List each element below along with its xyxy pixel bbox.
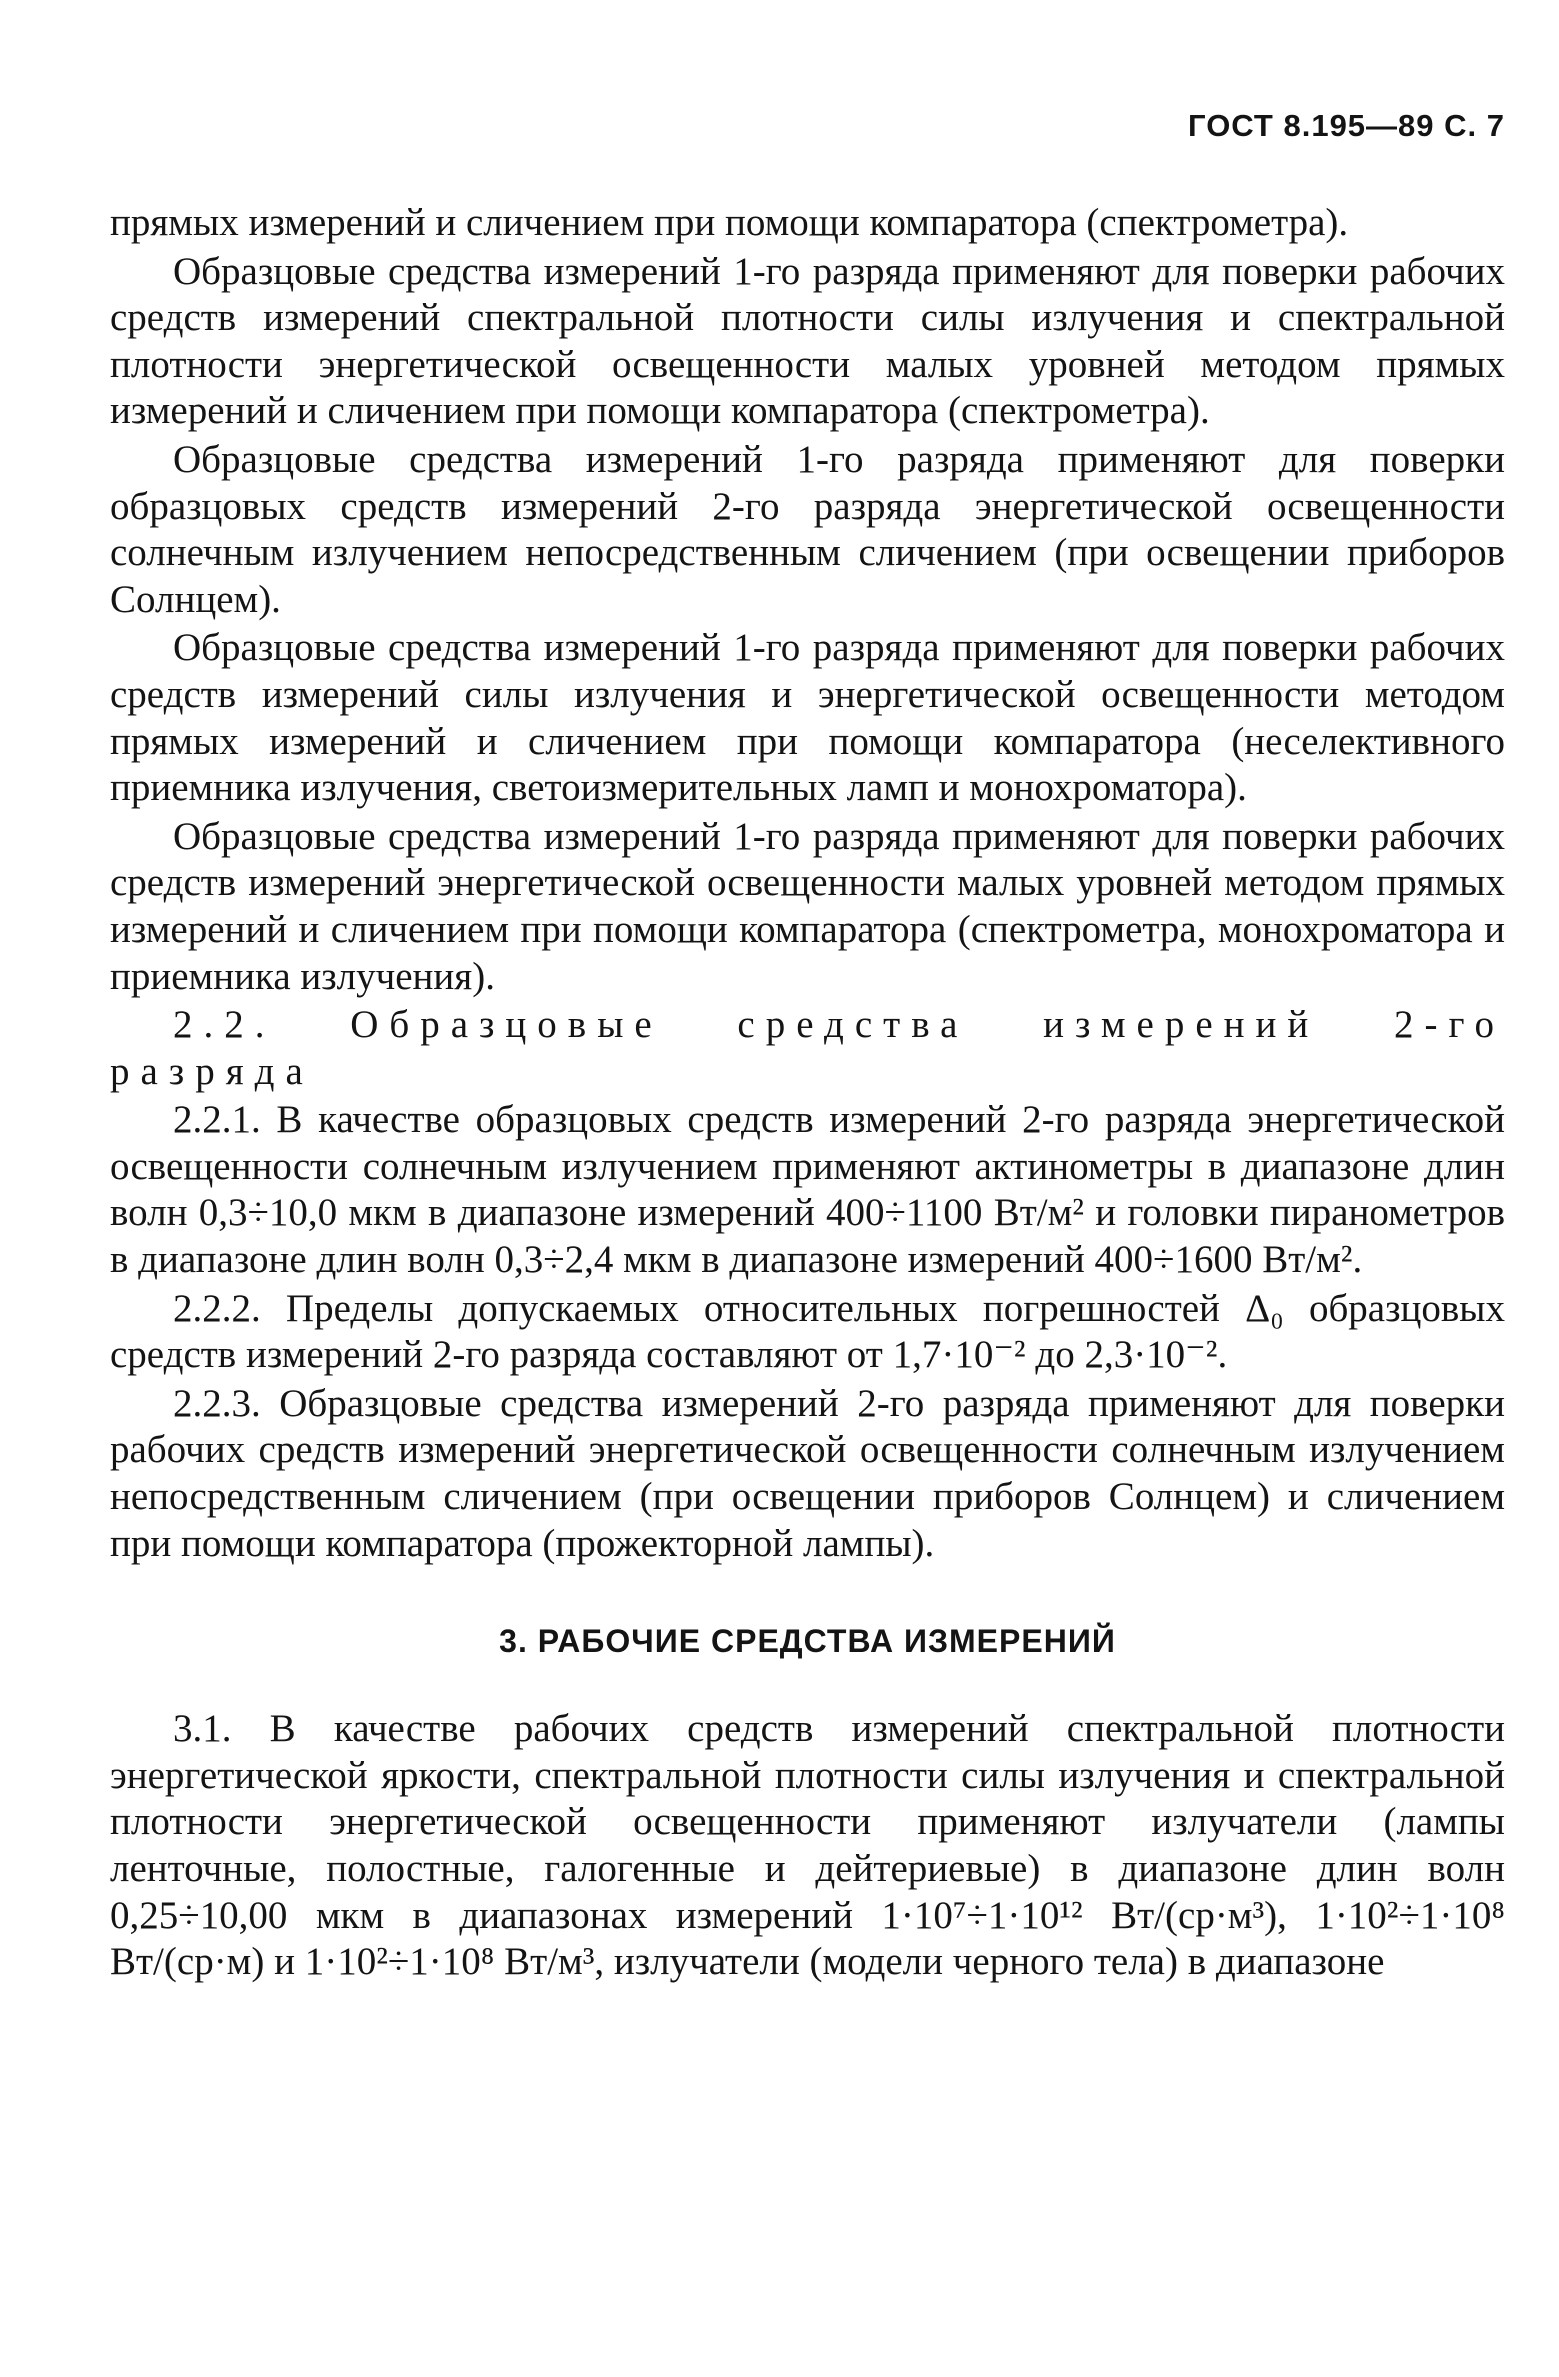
document-body (110, 200, 1505, 1986)
paragraph: Образцовые средства измерений 1-го разряда применяют для поверки рабочих средств измерений силы излучения и энергетической освещенности методом прямых измерений и сличением при помощи компаратора (неселективного приемника излучения, светоизмерительных ламп и монохроматора). (110, 626, 1505, 810)
clause-2-2-3: 2.2.3. Образцовые средства измерений 2-го разряда применяют для поверки рабочих средств измерений энергетической освещенности солнечным излучением непосредственным сличением (при освещении приборов Солнцем) и сличением при помощи компаратора (прожекторной лампы). (110, 1381, 1505, 1565)
paragraph: Образцовые средства измерений 1-го разряда применяют для поверки образцовых средств измерений 2-го разряда энергетической освещенности солнечным излучением непосредственным сличением (при освещении приборов Солнцем). (110, 437, 1505, 621)
paragraph: Образцовые средства измерений 1-го разряда применяют для поверки рабочих средств измерений энергетической освещенности малых уровней методом прямых измерений и сличением при помощи компаратора (спектрометра, монохроматора и приемника излучения). (110, 814, 1505, 998)
section-3-heading: 3. РАБОЧИЕ СРЕДСТВА ИЗМЕРЕНИЙ (499, 1623, 1116, 1660)
paragraph: Образцовые средства измерений 1-го разряда применяют для поверки рабочих средств измерений спектральной плотности силы излучения и спектральной плотности энергетической освещенности малых уровней методом прямых измерений и сличением при помощи компаратора (спектрометра). (110, 249, 1505, 433)
paragraph-continuation: прямых измерений и сличением при помощи компаратора (спектрометра). (110, 201, 1349, 244)
clause-3-1: 3.1. В качестве рабочих средств измерений спектральной плотности энергетической яркости, спектральной плотности силы излучения и спектральной плотности энергетической освещенности применяют излучатели (лампы ленточные, полостные, галогенные и дейтериевые) в диапазоне длин волн 0,25÷10,00 мкм в диапазонах измерений 1·10⁷÷1·10¹² Вт/(ср·м³), 1·10²÷1·10⁸ Вт/(ср·м) и 1·10²÷1·10⁸ Вт/м³, излучатели (модели черного тела) в диапазоне (110, 1707, 1505, 1984)
clause-2-2-1: 2.2.1. В качестве образцовых средств измерений 2-го разряда энергетической освещенности солнечным излучением применяют актинометры в диапазоне длин волн 0,3÷10,0 мкм в диапазоне измерений 400÷1100 Вт/м² и головки пиранометров в диапазоне длин волн 0,3÷2,4 мкм в диапазоне измерений 400÷1600 Вт/м². (110, 1098, 1505, 1282)
clause-2-2-2: 2.2.2. Пределы допускаемых относительных погрешностей Δ₀ образцовых средств измерений 2-го разряда составляют от 1,7·10⁻² до 2,3·10⁻². (110, 1286, 1505, 1377)
running-head: ГОСТ 8.195—89 С. 7 (1188, 108, 1505, 143)
subsection-heading-2-2: 2.2. Образцовые средства измерений 2-го разряда (110, 1003, 1505, 1093)
